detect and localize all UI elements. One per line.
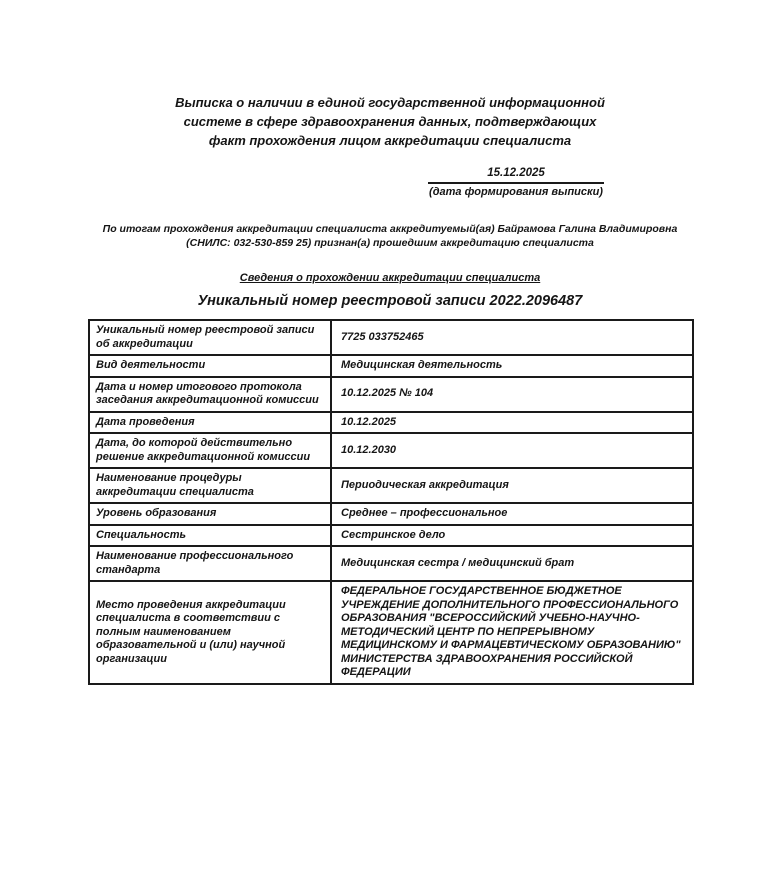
row-value: 7725 033752465 xyxy=(331,320,693,355)
row-value: Среднее – профессиональное xyxy=(331,503,693,525)
row-value: 10.12.2030 xyxy=(331,433,693,468)
accreditation-table-body xyxy=(89,320,693,684)
row-label: Вид деятельности xyxy=(89,355,331,377)
registry-record-heading: Уникальный номер реестровой записи 2022.2096487 xyxy=(197,293,583,309)
row-label: Дата и номер итогового протокола заседания аккредитационной комиссии xyxy=(89,377,331,412)
section-heading: Сведения о прохождении аккредитации специалиста xyxy=(239,272,541,284)
table-row xyxy=(89,525,693,547)
table-row xyxy=(89,468,693,503)
document-title: Выписка о наличии в единой государственной информационной системе в сфере здравоохранения данных, подтверждающих факт прохождения лицом аккредитации специалиста xyxy=(175,95,605,148)
generation-date: 15.12.2025 xyxy=(428,166,604,184)
table-row xyxy=(89,433,693,468)
row-value: 10.12.2025 xyxy=(331,412,693,434)
row-value: Сестринское дело xyxy=(331,525,693,547)
row-value: Медицинская деятельность xyxy=(331,355,693,377)
accreditation-table xyxy=(88,319,694,685)
row-label: Уникальный номер реестровой записи об аккредитации xyxy=(89,320,331,355)
row-label: Дата проведения xyxy=(89,412,331,434)
intro-paragraph: По итогам прохождения аккредитации специалиста аккредитуемый(ая) Байрамова Галина Владимировна (СНИЛС: 032-530-859 25) признан(а) прошедшим аккредитацию специалиста xyxy=(102,223,678,249)
row-label: Специальность xyxy=(89,525,331,547)
row-label: Дата, до которой действительно решение аккредитационной комиссии xyxy=(89,433,331,468)
row-value: Медицинская сестра / медицинский брат xyxy=(331,546,693,581)
table-row xyxy=(89,546,693,581)
generation-date-block xyxy=(428,166,604,199)
table-row xyxy=(89,412,693,434)
row-label: Наименование процедуры аккредитации специалиста xyxy=(89,468,331,503)
table-row xyxy=(89,355,693,377)
row-label: Наименование профессионального стандарта xyxy=(89,546,331,581)
row-value: Периодическая аккредитация xyxy=(331,468,693,503)
table-row xyxy=(89,320,693,355)
table-row xyxy=(89,503,693,525)
row-label: Уровень образования xyxy=(89,503,331,525)
generation-date-caption: (дата формирования выписки) xyxy=(429,186,603,198)
table-row xyxy=(89,377,693,412)
table-row xyxy=(89,581,693,684)
row-label: Место проведения аккредитации специалиста в соответствии с полным наименованием образовательной и (или) научной организации xyxy=(89,581,331,684)
row-value: 10.12.2025 № 104 xyxy=(331,377,693,412)
row-value: ФЕДЕРАЛЬНОЕ ГОСУДАРСТВЕННОЕ БЮДЖЕТНОЕ УЧРЕЖДЕНИЕ ДОПОЛНИТЕЛЬНОГО ПРОФЕССИОНАЛЬНОГО ОБРАЗОВАНИЯ "ВСЕРОССИЙСКИЙ УЧЕБНО-НАУЧНО-МЕТОДИЧЕСКИЙ ЦЕНТР ПО НЕПРЕРЫВНОМУ МЕДИЦИНСКОМУ И ФАРМАЦЕВТИЧЕСКОМУ ОБРАЗОВАНИЮ" МИНИСТЕРСТВА ЗДРАВООХРАНЕНИЯ РОССИЙСКОЙ ФЕДЕРАЦИИ xyxy=(331,581,693,684)
